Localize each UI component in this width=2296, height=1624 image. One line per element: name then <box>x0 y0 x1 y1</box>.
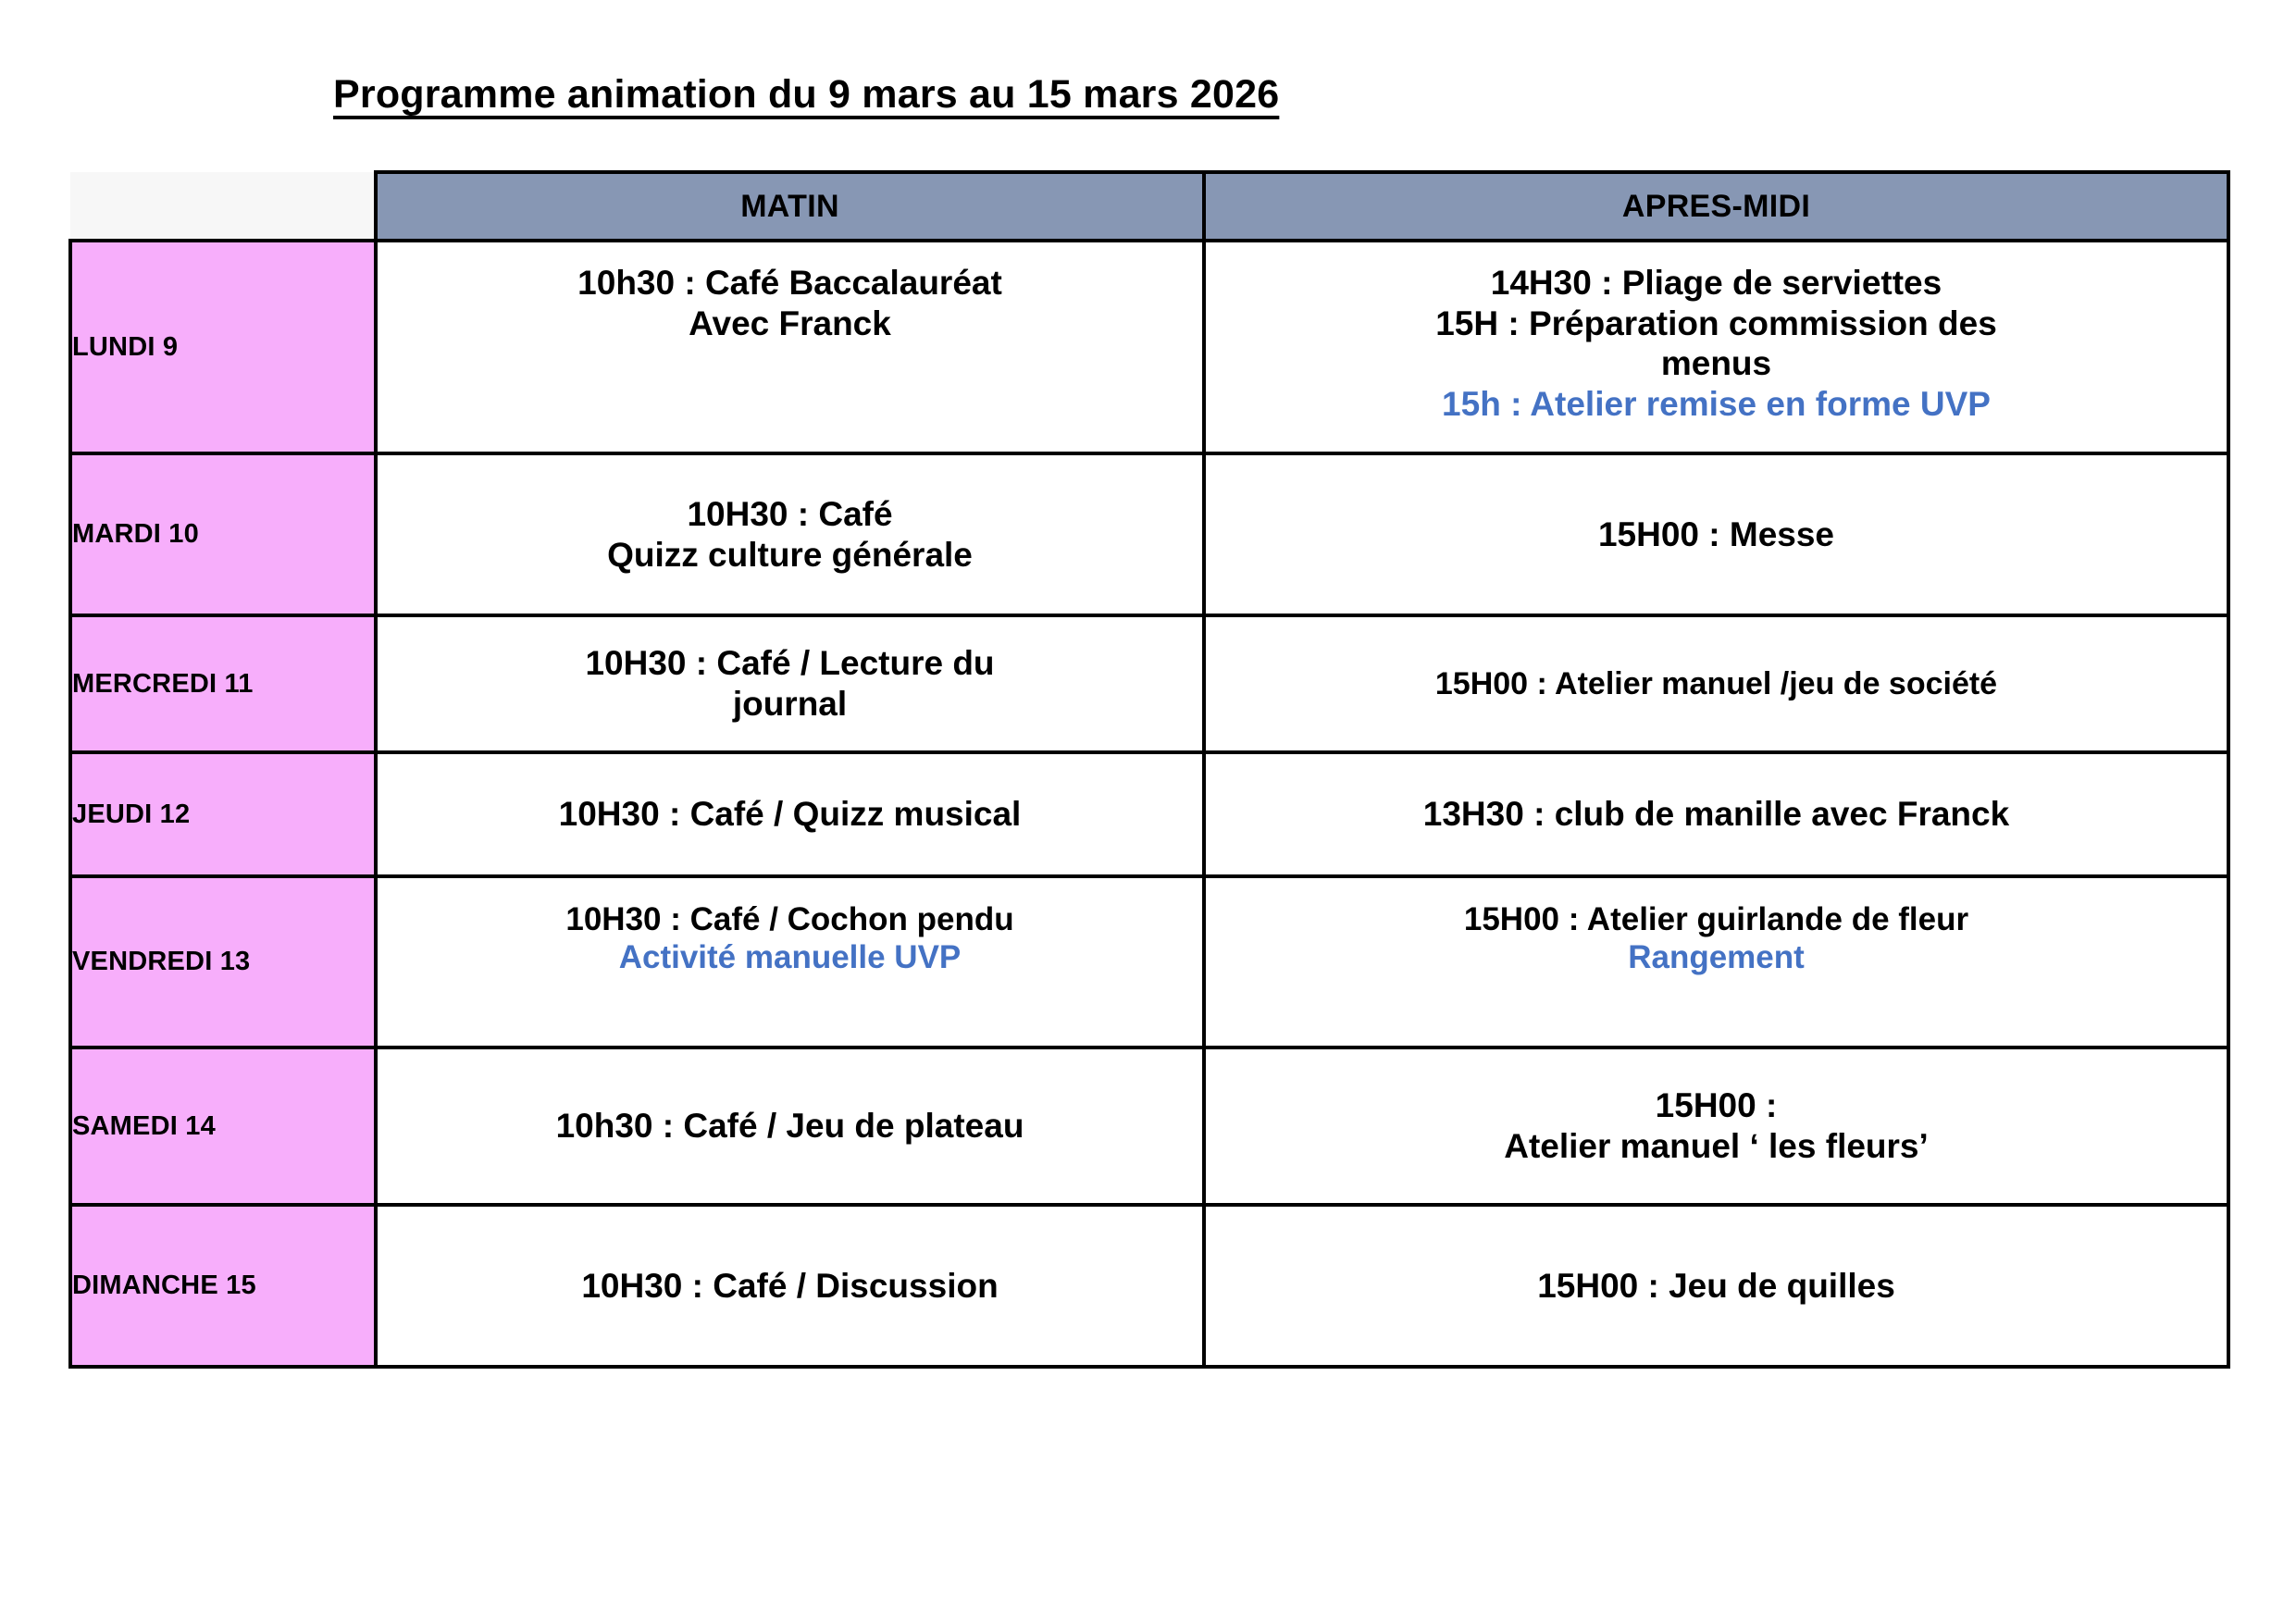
cell-line: 10H30 : Café / Discussion <box>581 1266 999 1305</box>
table-header-row <box>70 172 2228 241</box>
cell-lundi-matin <box>376 241 1204 453</box>
day-label-jeudi: JEUDI 12 <box>70 752 376 876</box>
cell-line: 10H30 : Café <box>687 494 893 533</box>
cell-line: journal <box>732 685 848 723</box>
table-row <box>70 615 2228 752</box>
cell-line: 10h30 : Café Baccalauréat <box>577 264 1002 302</box>
day-label-mercredi: MERCREDI 11 <box>70 615 376 752</box>
cell-line: Quizz culture générale <box>607 535 973 574</box>
cell-mardi-matin <box>376 453 1204 615</box>
day-label-mardi: MARDI 10 <box>70 453 376 615</box>
table-row <box>70 876 2228 1048</box>
cell-line: 15H : Préparation commission des <box>1435 304 1997 342</box>
cell-line: 15H00 : Atelier guirlande de fleur <box>1463 901 1969 937</box>
cell-vendredi-matin <box>376 876 1204 1048</box>
cell-lundi-apres-midi <box>1204 241 2228 453</box>
cell-line: 15H00 : <box>1655 1086 1778 1125</box>
cell-vendredi-apres-midi <box>1204 876 2228 1048</box>
cell-line: Atelier manuel ‘ les fleurs’ <box>1504 1127 1929 1165</box>
cell-line: 10H30 : Café / Cochon pendu <box>565 901 1014 937</box>
cell-line: 10H30 : Café / Quizz musical <box>558 795 1022 834</box>
cell-line: 14H30 : Pliage de serviettes <box>1490 264 1942 302</box>
cell-mercredi-apres-midi <box>1204 615 2228 752</box>
cell-line: menus <box>1660 344 1772 383</box>
day-label-dimanche: DIMANCHE 15 <box>70 1205 376 1367</box>
cell-line: Avec Franck <box>689 304 891 342</box>
cell-line: 10H30 : Café / Lecture du <box>585 644 995 683</box>
cell-mercredi-matin <box>376 615 1204 752</box>
cell-line: 10h30 : Café / Jeu de plateau <box>555 1107 1024 1146</box>
cell-samedi-apres-midi <box>1204 1048 2228 1205</box>
column-header-apres-midi: APRES-MIDI <box>1204 172 2228 241</box>
cell-line-highlight: Activité manuelle UVP <box>618 939 962 976</box>
header-corner-cell <box>70 172 376 241</box>
table-row <box>70 1205 2228 1367</box>
day-label-lundi: LUNDI 9 <box>70 241 376 453</box>
cell-line-highlight: Rangement <box>1628 939 1805 976</box>
page-title: Programme animation du 9 mars au 15 mars 2026 <box>333 72 1280 117</box>
table-row <box>70 1048 2228 1205</box>
schedule-table <box>68 170 2230 1369</box>
day-label-vendredi: VENDREDI 13 <box>70 876 376 1048</box>
table-row <box>70 241 2228 453</box>
cell-line: 13H30 : club de manille avec Franck <box>1422 795 2010 834</box>
column-header-matin: MATIN <box>376 172 1204 241</box>
table-row <box>70 453 2228 615</box>
cell-dimanche-matin <box>376 1205 1204 1367</box>
table-row <box>70 752 2228 876</box>
cell-line: 15H00 : Atelier manuel /jeu de société <box>1434 665 1998 701</box>
day-label-samedi: SAMEDI 14 <box>70 1048 376 1205</box>
cell-dimanche-apres-midi <box>1204 1205 2228 1367</box>
cell-line-highlight: 15h : Atelier remise en forme UVP <box>1442 384 1991 423</box>
cell-line: 15H00 : Messe <box>1597 514 1835 553</box>
cell-line: 15H00 : Jeu de quilles <box>1537 1266 1895 1305</box>
cell-jeudi-apres-midi <box>1204 752 2228 876</box>
cell-mardi-apres-midi <box>1204 453 2228 615</box>
cell-jeudi-matin <box>376 752 1204 876</box>
cell-samedi-matin <box>376 1048 1204 1205</box>
